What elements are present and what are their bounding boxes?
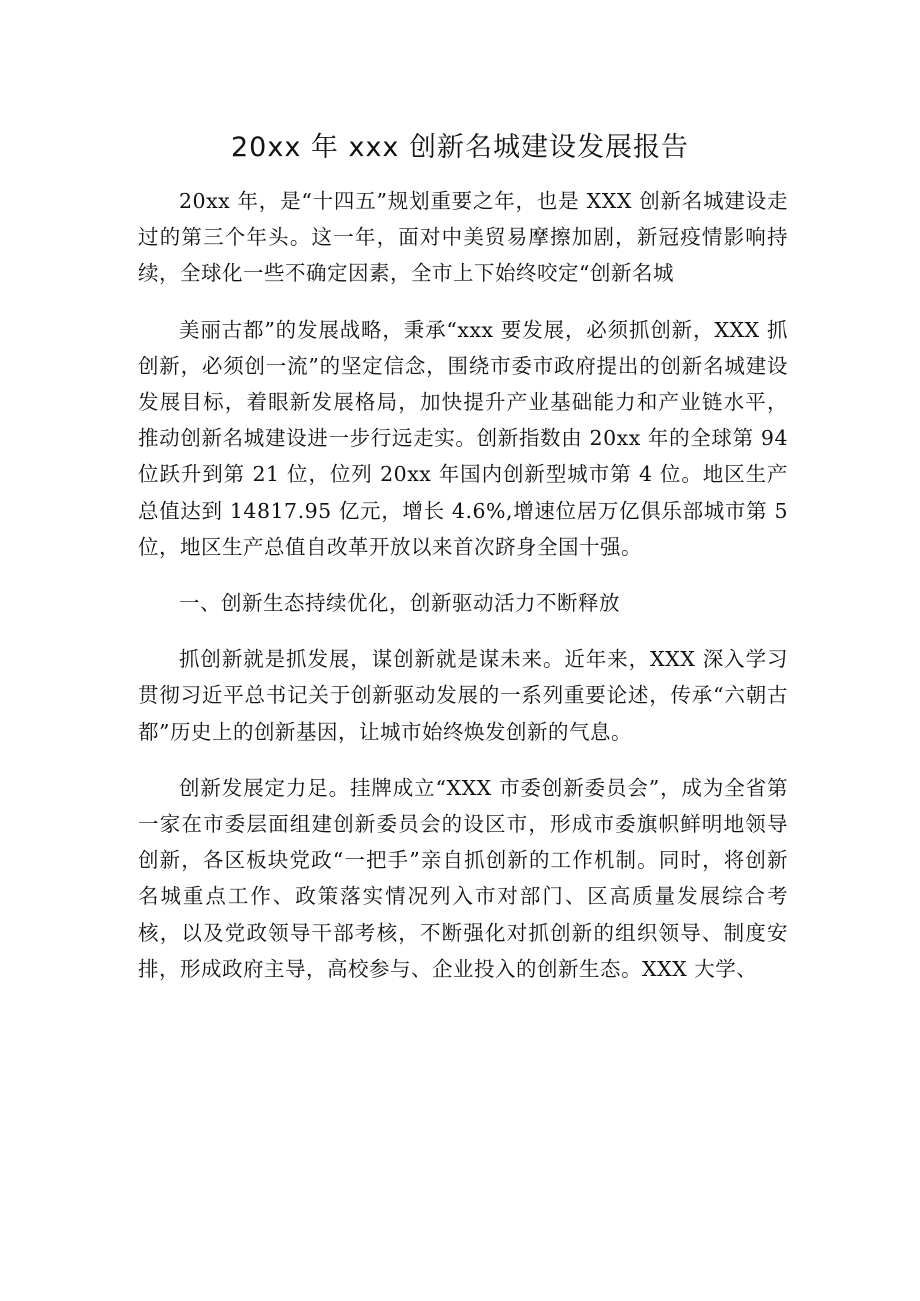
document-title: 20xx 年 xxx 创新名城建设发展报告 — [231, 132, 689, 163]
paragraph-committee: 创新发展定力足。挂牌成立“XXX 市委创新委员会”，成为全省第一家在市委层面组建创新委员会的设区市，形成市委旗帜鲜明地领导创新，各区板块党政“一把手”亲自抓创新的工作机制。同时，将创新名城重点工作、政策落实情况列入市对部门、区高质量发展综合考核，以及党政领导干部考核，不断强化对抓创新的组织领导、制度安排，形成政府主导，高校参与、企业投入的创新生态。XXX 大学、 — [138, 775, 788, 981]
paragraph-intro: 20xx 年，是“十四五”规划重要之年，也是 XXX 创新名城建设走过的第三个年头。这一年，面对中美贸易摩擦加剧，新冠疫情影响持续，全球化一些不确定因素，全市上下始终咬定“创新名城 — [138, 189, 788, 286]
paragraph-innovation: 抓创新就是抓发展，谋创新就是谋未来。近年来，XXX 深入学习贯彻习近平总书记关于创新驱动发展的一系列重要论述，传承“六朝古都”历史上的创新基因，让城市始终焕发创新的气息。 — [138, 647, 788, 744]
section-heading-1: 一、创新生态持续优化，创新驱动活力不断释放 — [179, 591, 620, 616]
document-body — [138, 183, 788, 1007]
paragraph-strategy: 美丽古都”的发展战略，秉承“xxx 要发展，必须抓创新，XXX 抓创新，必须创一流”的坚定信念，围绕市委市政府提出的创新名城建设发展目标，着眼新发展格局，加快提升产业基础能力和产业链水平，推动创新名城建设进一步行远走实。创新指数由 20xx 年的全球第 94 位跃升到第 21 位，位列 20xx 年国内创新型城市第 4 位。地区生产总值达到 14817.95 亿元，增长 4.6%,增速位居万亿俱乐部城市第 5 位，地区生产总值自改革开放以来首次跻身全国十强。 — [138, 317, 788, 559]
